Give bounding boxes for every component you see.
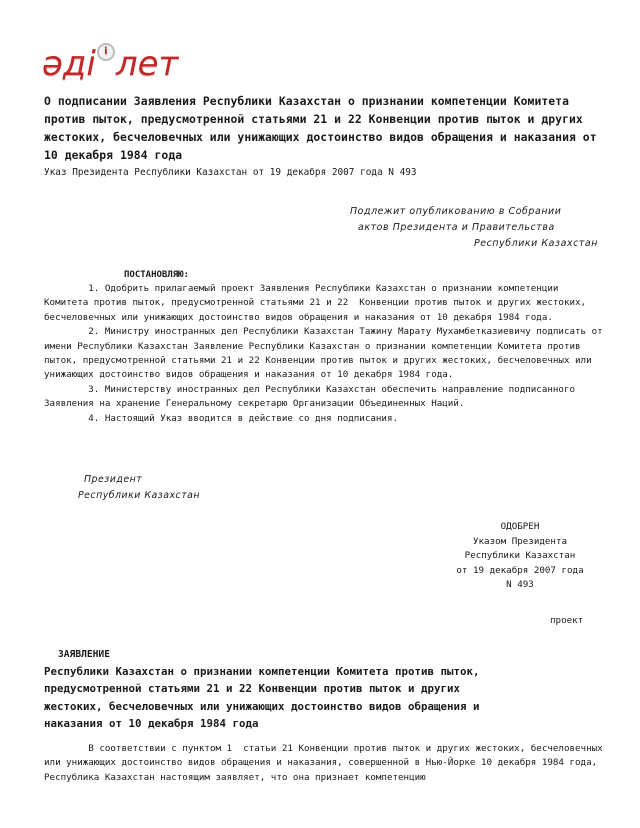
approval-block (420, 520, 620, 593)
signature-block (78, 472, 200, 504)
approval-line: N 493 (506, 579, 534, 591)
publication-note (338, 204, 598, 252)
publication-note-line: Республики Казахстан (473, 238, 598, 249)
decree-paragraph: 3. Министерству иностранных дел Республики Казахстан обеспечить направление подписанного Заявления на хранение Генеральному секретарю Организации Объединенных Наций. (44, 383, 581, 410)
publication-note-line: актов Президента и Правительства (358, 222, 555, 233)
decree-paragraph: 4. Настоящий Указ вводится в действие со дня подписания. (44, 412, 399, 424)
info-icon: i (97, 43, 115, 61)
draft-label: проект (550, 615, 584, 626)
statement-body (44, 742, 609, 785)
publication-note-line: Подлежит опубликованию в Собрании (350, 206, 562, 217)
approval-line: от 19 декабря 2007 года (456, 564, 584, 576)
approval-line: Республики Казахстан (464, 550, 576, 562)
decree-label: ПОСТАНОВЛЯЮ: (124, 270, 190, 280)
signature-line: Президент (84, 474, 143, 485)
adilet-logo[interactable] (42, 44, 178, 84)
decree-paragraph: 2. Министру иностранных дел Республики Казахстан Тажину Марату Мухамбетказиевичу подписать от имени Республики Казахстан Заявление Республики Казахстан о признании компетенции Комитета против пыток, предусмотренной статьями 21 и 22 Конвенции против пыток и других жестоких, бесчеловечных или унижающих достоинство видов обращения и наказания от 10 декабря 1984 года. (44, 326, 609, 381)
document-reference: Указ Президента Республики Казахстан от 19 декабря 2007 года N 493 (44, 167, 417, 178)
logo-text-right: лет (115, 44, 179, 84)
logo-text-left: әді (42, 44, 96, 84)
signature-line: Республики Казахстан (78, 490, 201, 501)
statement-paragraph: В соответствии с пунктом 1 статьи 21 Конвенции против пыток и других жестоких, бесчеловечных или унижающих достоинство видов обращения и наказания, совершенной в Нью-Йорке 10 декабря 1984 года, Республика Казахстан настоящим заявляет, что она признает компетенцию (44, 743, 609, 783)
decree-paragraph: 1. Одобрить прилагаемый проект Заявления Республики Казахстан о признании компетенции Комитета против пыток, предусмотренной статьями 21 и 22 Конвенции против пыток и других жестоких, бесчеловечных или унижающих достоинство видов обращения и наказания от 10 декабря 1984 года. (44, 283, 592, 323)
approval-line: Указом Президента (472, 535, 568, 547)
document-title: О подписании Заявления Республики Казахстан о признании компетенции Комитета против пыток, предусмотренной статьями 21 и 22 Конвенции против пыток и других жестоких, бесчеловечных или унижающих достоинство видов обращения и наказания от 10 декабря 1984 года (44, 94, 597, 162)
statement-title: Республики Казахстан о признании компетенции Комитета против пыток, предусмотренной статьями 21 и 22 Конвенции против пыток и других жестоких, бесчеловечных или унижающих достоинство видов обращения и наказания от 10 декабря 1984 года (44, 665, 480, 731)
approval-line: ОДОБРЕН (500, 521, 540, 532)
decree-body (44, 282, 609, 426)
statement-label: ЗАЯВЛЕНИЕ (58, 649, 110, 660)
